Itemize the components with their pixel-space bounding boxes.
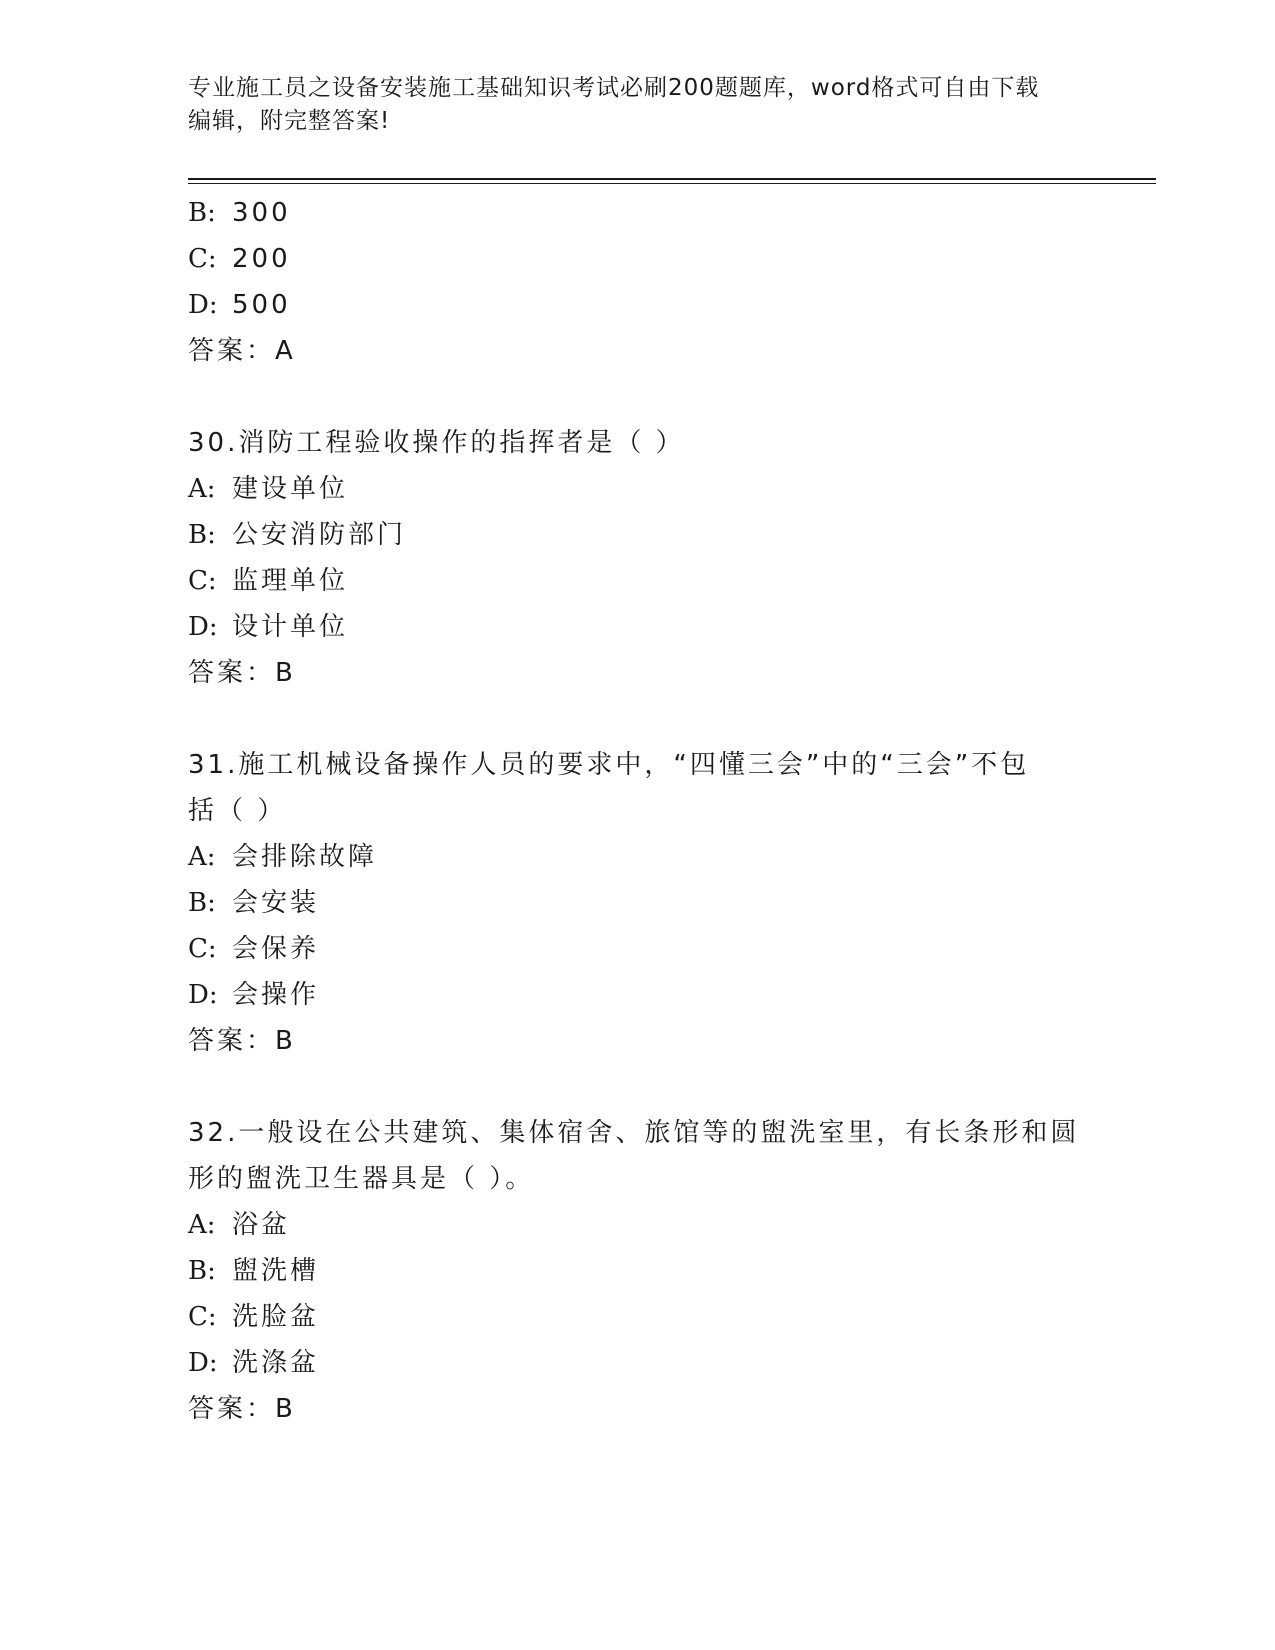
option-text: 会保养 <box>232 934 320 964</box>
option-text: 监理单位 <box>232 566 349 596</box>
question-29-continued <box>188 190 1088 374</box>
question-31 <box>188 742 1088 1064</box>
answer-line: 答案：A <box>188 336 296 366</box>
option-text: 浴盆 <box>232 1210 291 1240</box>
option-text: 会操作 <box>232 980 320 1010</box>
option-c <box>188 926 1088 972</box>
option-text: 建设单位 <box>232 474 349 504</box>
document-header <box>188 72 1088 138</box>
option-a <box>188 466 1088 512</box>
option-d <box>188 604 1088 650</box>
option-letter: C: <box>188 1302 217 1332</box>
option-text: 洗涤盆 <box>232 1348 320 1378</box>
option-c <box>188 558 1088 604</box>
option-letter: B: <box>188 198 216 228</box>
option-letter: B: <box>188 888 216 918</box>
option-letter: D: <box>188 612 218 642</box>
option-d <box>188 282 1088 328</box>
option-text: 会安装 <box>232 888 320 918</box>
option-letter: A: <box>188 1210 216 1240</box>
option-a <box>188 834 1088 880</box>
answer-line: 答案：B <box>188 658 296 688</box>
question-stem-line-2: 括（ ） <box>188 796 287 826</box>
option-c <box>188 236 1088 282</box>
question-stem-line-1: 32.一般设在公共建筑、集体宿舍、旅馆等的盥洗室里，有长条形和圆 <box>188 1118 1080 1148</box>
answer-line: 答案：B <box>188 1026 296 1056</box>
option-letter: C: <box>188 934 217 964</box>
header-divider <box>188 178 1156 180</box>
option-letter: B: <box>188 520 216 550</box>
option-letter: C: <box>188 244 217 274</box>
option-letter: D: <box>188 290 218 320</box>
option-d <box>188 1340 1088 1386</box>
option-text: 洗脸盆 <box>232 1302 320 1332</box>
option-letter: B: <box>188 1256 216 1286</box>
option-text: 300 <box>232 198 291 228</box>
spacer <box>188 374 1088 420</box>
question-stem-line-1: 31.施工机械设备操作人员的要求中，“四懂三会”中的“三会”不包 <box>188 750 1030 780</box>
option-text: 公安消防部门 <box>232 520 407 550</box>
option-text: 500 <box>232 290 291 320</box>
option-b <box>188 880 1088 926</box>
spacer <box>188 1064 1088 1110</box>
question-32 <box>188 1110 1088 1432</box>
option-a <box>188 1202 1088 1248</box>
option-b <box>188 1248 1088 1294</box>
option-text: 会排除故障 <box>232 842 378 872</box>
spacer <box>188 696 1088 742</box>
option-letter: C: <box>188 566 217 596</box>
question-30 <box>188 420 1088 696</box>
header-line-2: 编辑，附完整答案! <box>188 108 391 134</box>
question-body <box>188 190 1088 1432</box>
option-text: 200 <box>232 244 291 274</box>
option-b <box>188 190 1088 236</box>
option-letter: D: <box>188 980 218 1010</box>
option-text: 设计单位 <box>232 612 349 642</box>
header-divider-thin <box>188 183 1156 184</box>
option-d <box>188 972 1088 1018</box>
header-line-1: 专业施工员之设备安装施工基础知识考试必刷200题题库，word格式可自由下载 <box>188 75 1040 101</box>
option-c <box>188 1294 1088 1340</box>
option-letter: A: <box>188 474 216 504</box>
option-letter: D: <box>188 1348 218 1378</box>
question-stem: 30.消防工程验收操作的指挥者是（ ） <box>188 428 685 458</box>
option-b <box>188 512 1088 558</box>
answer-line: 答案：B <box>188 1394 296 1424</box>
option-letter: A: <box>188 842 216 872</box>
question-stem-line-2: 形的盥洗卫生器具是（ ）。 <box>188 1164 535 1194</box>
option-text: 盥洗槽 <box>232 1256 320 1286</box>
